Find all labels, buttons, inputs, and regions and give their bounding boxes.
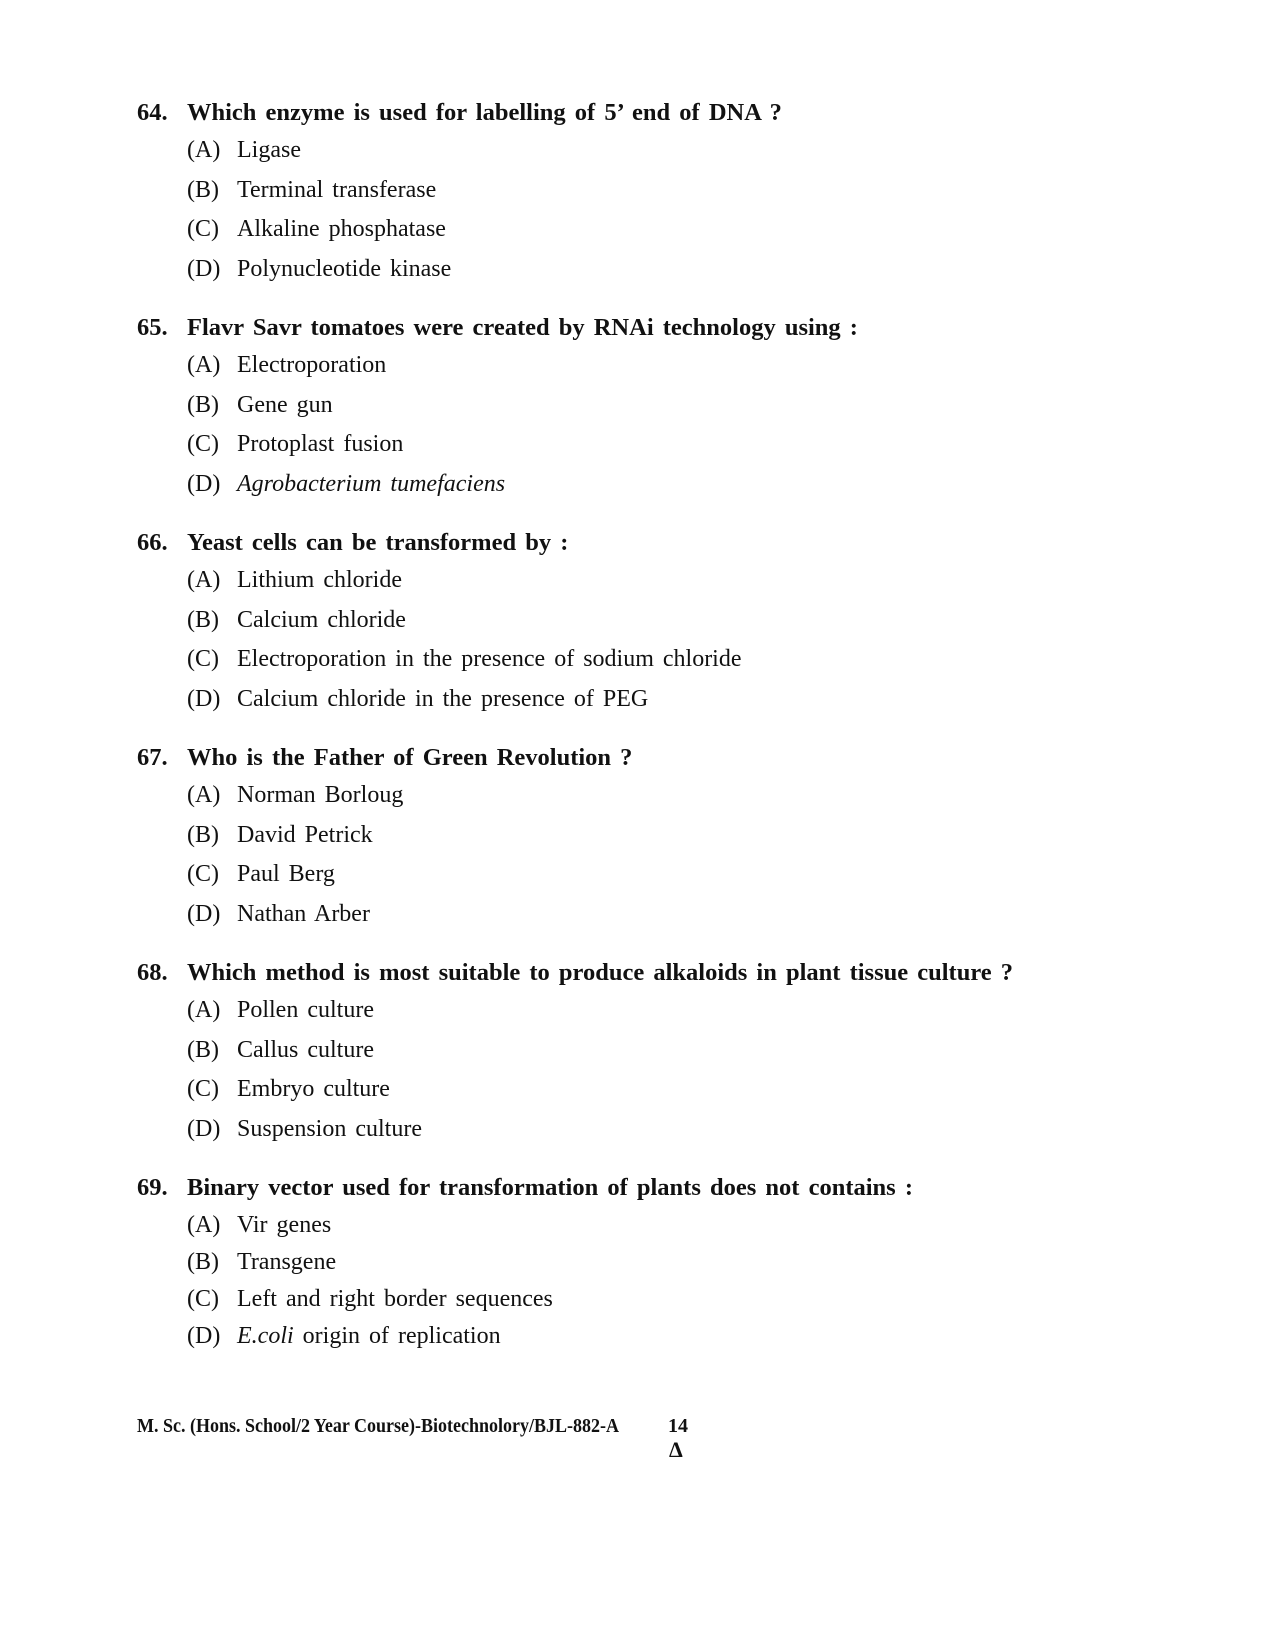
- option-text: Gene gun: [237, 391, 333, 418]
- question-66: [137, 528, 1137, 723]
- question-64: [137, 98, 1137, 293]
- option-c: [137, 214, 1137, 254]
- option-letter: (D): [187, 470, 221, 497]
- option-letter: (A): [187, 997, 221, 1023]
- option-text: Electroporation in the presence of sodium chloride: [237, 646, 742, 672]
- question-heading: [137, 1173, 1137, 1203]
- option-list: [137, 350, 1137, 508]
- option-d: [137, 254, 1137, 294]
- option-letter: (C): [187, 646, 219, 672]
- option-text: Suspension culture: [237, 1115, 422, 1142]
- option-text: Ligase: [237, 137, 301, 163]
- option-text: Pollen culture: [237, 997, 374, 1023]
- option-text: Embryo culture: [237, 1076, 390, 1102]
- option-text: Protoplast fusion: [237, 431, 404, 457]
- option-a: [137, 350, 1137, 390]
- option-text: Calcium chloride in the presence of PEG: [237, 685, 649, 712]
- option-letter: (A): [187, 782, 221, 808]
- option-b: [137, 390, 1137, 430]
- option-b: [137, 820, 1137, 860]
- option-letter: (C): [187, 216, 219, 242]
- question-67: [137, 743, 1137, 938]
- option-text: Left and right border sequences: [237, 1286, 553, 1312]
- option-list: [137, 135, 1137, 293]
- option-letter: (B): [187, 1249, 219, 1275]
- option-b: [137, 1247, 1137, 1284]
- option-list: [137, 565, 1137, 723]
- question-text: Yeast cells can be transformed by :: [187, 529, 569, 556]
- question-number: 64.: [137, 99, 168, 126]
- option-letter: (A): [187, 352, 221, 378]
- option-text-italic: E.coli: [237, 1323, 294, 1349]
- question-68: [137, 958, 1137, 1153]
- option-text: Terminal transferase: [237, 176, 437, 203]
- option-d: [137, 899, 1137, 939]
- option-letter: (B): [187, 1036, 219, 1063]
- option-list: [137, 995, 1137, 1153]
- option-list: [137, 780, 1137, 938]
- option-letter: (B): [187, 821, 219, 848]
- option-text: Callus culture: [237, 1036, 374, 1063]
- option-a: [137, 995, 1137, 1035]
- option-d: [137, 469, 1137, 509]
- option-letter: (D): [187, 685, 221, 712]
- question-heading: [137, 743, 1137, 773]
- option-a: [137, 135, 1137, 175]
- option-c: [137, 429, 1137, 469]
- option-letter: (B): [187, 606, 219, 633]
- option-b: [137, 175, 1137, 215]
- option-letter: (C): [187, 1076, 219, 1102]
- question-number: 67.: [137, 744, 168, 771]
- option-text: Norman Borloug: [237, 782, 404, 808]
- option-a: [137, 780, 1137, 820]
- question-text: Which enzyme is used for labelling of 5’ end of DNA ?: [187, 99, 782, 126]
- question-number: 69.: [137, 1174, 168, 1201]
- option-text: Alkaline phosphatase: [237, 216, 446, 242]
- option-letter: (B): [187, 391, 219, 418]
- question-69: [137, 1173, 1137, 1358]
- option-d: [137, 684, 1137, 724]
- question-heading: [137, 528, 1137, 558]
- option-list: [137, 1210, 1137, 1358]
- option-text: Transgene: [237, 1249, 337, 1275]
- option-text: Calcium chloride: [237, 606, 406, 633]
- option-text: Nathan Arber: [237, 900, 370, 927]
- option-letter: (D): [187, 900, 221, 927]
- option-c: [137, 859, 1137, 899]
- option-a: [137, 565, 1137, 605]
- option-d: [137, 1114, 1137, 1154]
- option-letter: (C): [187, 861, 219, 887]
- option-text: origin of replication: [293, 1323, 501, 1349]
- option-b: [137, 1035, 1137, 1075]
- page-number: 14: [668, 1415, 688, 1437]
- question-text: Who is the Father of Green Revolution ?: [187, 744, 633, 771]
- question-number: 68.: [137, 959, 168, 986]
- question-text: Which method is most suitable to produce alkaloids in plant tissue culture ?: [187, 959, 1014, 986]
- question-number: 66.: [137, 529, 168, 556]
- option-text: Polynucleotide kinase: [237, 255, 452, 282]
- question-heading: [137, 98, 1137, 128]
- option-d: [137, 1321, 1137, 1358]
- question-heading: [137, 313, 1137, 343]
- option-text: Paul Berg: [237, 861, 335, 887]
- course-code: M. Sc. (Hons. School/2 Year Course)-Biotechnolory/BJL-882-A: [137, 1415, 619, 1437]
- option-text: David Petrick: [237, 821, 373, 848]
- question-text: Flavr Savr tomatoes were created by RNAi technology using :: [187, 314, 858, 341]
- question-65: [137, 313, 1137, 508]
- question-heading: [137, 958, 1137, 988]
- option-text: Lithium chloride: [237, 567, 402, 593]
- option-letter: (D): [187, 1323, 221, 1349]
- option-c: [137, 644, 1137, 684]
- option-a: [137, 1210, 1137, 1247]
- delta-mark: Δ: [669, 1437, 683, 1462]
- option-c: [137, 1074, 1137, 1114]
- option-text: Agrobacterium tumefaciens: [237, 470, 506, 497]
- question-text: Binary vector used for transformation of plants does not contains :: [187, 1174, 913, 1201]
- option-letter: (C): [187, 1286, 219, 1312]
- question-number: 65.: [137, 314, 168, 341]
- option-text: Electroporation: [237, 352, 387, 378]
- option-b: [137, 605, 1137, 645]
- option-letter: (D): [187, 1115, 221, 1142]
- option-text: Vir genes: [237, 1212, 332, 1238]
- option-letter: (D): [187, 255, 221, 282]
- option-letter: (A): [187, 567, 221, 593]
- option-letter: (C): [187, 431, 219, 457]
- option-letter: (A): [187, 137, 221, 163]
- option-letter: (A): [187, 1212, 221, 1238]
- option-c: [137, 1284, 1137, 1321]
- option-letter: (B): [187, 176, 219, 203]
